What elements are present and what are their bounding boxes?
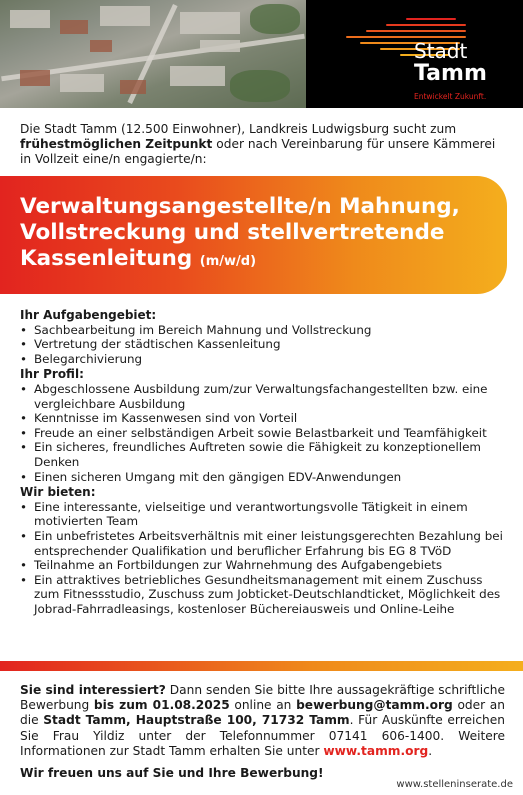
closing-text-3: oder an die bbox=[20, 698, 505, 728]
closing-thanks: Wir freuen uns auf Sie und Ihre Bewerbung! bbox=[20, 766, 324, 780]
section-heading-profile: Ihr Profil: bbox=[20, 367, 84, 382]
list-item: • Ein sicheres, freundliches Auftreten sowie die Fähigkeit zu konzeptionellem Denken bbox=[20, 440, 510, 469]
list-item: • Eine interessante, vielseitige und verantwortungsvolle Tätigkeit in einem motivierten Team bbox=[20, 500, 510, 529]
header-banner bbox=[0, 0, 523, 108]
postal-address: Stadt Tamm, Hauptstraße 100, 71732 Tamm bbox=[43, 713, 350, 728]
closing-text-5: . bbox=[428, 743, 433, 758]
list-item: • Belegarchivierung bbox=[20, 352, 510, 367]
application-email-link[interactable]: bewerbung@tamm.org bbox=[296, 698, 453, 713]
list-item: • Kenntnisse im Kassenwesen sind von Vorteil bbox=[20, 411, 510, 426]
closing-text-4: . Für Auskünfte erreichen Sie Frau Yildiz unter der Telefonnummer 07141 606-1400. Weitere Informationen zur Stadt Tamm erhalten Sie unter bbox=[20, 713, 505, 758]
job-title bbox=[20, 194, 500, 275]
list-item: • Ein unbefristetes Arbeitsverhältnis mit einer leistungsgerechten Bezahlung bei entsprechender Qualifikation und beruflicher Erfahrung bis EG 8 TVöD bbox=[20, 529, 510, 558]
list-item: • Freude an einer selbständigen Arbeit sowie Belastbarkeit und Teamfähigkeit bbox=[20, 426, 510, 441]
list-item: • Sachbearbeitung im Bereich Mahnung und Vollstreckung bbox=[20, 323, 510, 338]
intro-emphasis: frühestmöglichen Zeitpunkt bbox=[20, 137, 213, 151]
application-deadline: bis zum 01.08.2025 bbox=[93, 698, 230, 713]
list-item: • Ein attraktives betriebliches Gesundheitsmanagement mit einem Zuschuss zum Fitnessstudio, Zuschuss zum Jobticket-Deutschlandticket, Möglichkeit des Jobrad-Fahrradleasings, kostenloser Büchereiausweis und Online-Leihe bbox=[20, 573, 510, 617]
footer-source-link[interactable]: www.stelleninserate.de bbox=[396, 779, 513, 790]
closing-text-1: Dann senden Sie bitte Ihre aussagekräftige schriftliche Bewerbung bbox=[20, 683, 506, 713]
section-heading-tasks: Ihr Aufgabengebiet: bbox=[20, 308, 157, 322]
task-list bbox=[20, 323, 510, 367]
offer-list bbox=[20, 500, 510, 617]
section-heading-offer: Wir bieten: bbox=[20, 485, 96, 500]
application-info bbox=[20, 683, 505, 759]
website-link[interactable]: www.tamm.org bbox=[323, 743, 429, 758]
logo-city: Stadt bbox=[414, 39, 468, 63]
job-title-text: Verwaltungsangestellte/n Mahnung, Vollstreckung und stellvertretende Kassenleitung bbox=[20, 194, 460, 271]
intro-text bbox=[20, 122, 505, 167]
aerial-photo bbox=[0, 0, 306, 108]
job-title-banner bbox=[0, 176, 507, 294]
list-item: • Einen sicheren Umgang mit den gängigen EDV-Anwendungen bbox=[20, 470, 510, 485]
list-item: • Vertretung der städtischen Kassenleitung bbox=[20, 337, 510, 352]
profile-list bbox=[20, 382, 510, 484]
stadt-tamm-logo bbox=[306, 0, 523, 108]
gender-suffix: (m/w/d) bbox=[199, 254, 257, 269]
intro-part2: oder nach Vereinbarung für unsere Kämmerei in Vollzeit eine/n engagierte/n: bbox=[20, 137, 496, 166]
logo-tagline: Entwickelt Zukunft. bbox=[414, 92, 487, 101]
gradient-divider bbox=[0, 661, 523, 671]
intro-part1: Die Stadt Tamm (12.500 Einwohner), Landkreis Ludwigsburg sucht zum bbox=[20, 122, 457, 136]
closing-question: Sie sind interessiert? bbox=[20, 683, 166, 697]
closing-text-2: online an bbox=[229, 698, 297, 713]
job-details bbox=[20, 307, 510, 616]
logo-name: Tamm bbox=[414, 61, 487, 86]
list-item: • Teilnahme an Fortbildungen zur Wahrnehmung des Aufgabengebiets bbox=[20, 558, 510, 573]
list-item: • Abgeschlossene Ausbildung zum/zur Verwaltungsfachangestellten bzw. eine vergleichbare Ausbildung bbox=[20, 382, 510, 411]
